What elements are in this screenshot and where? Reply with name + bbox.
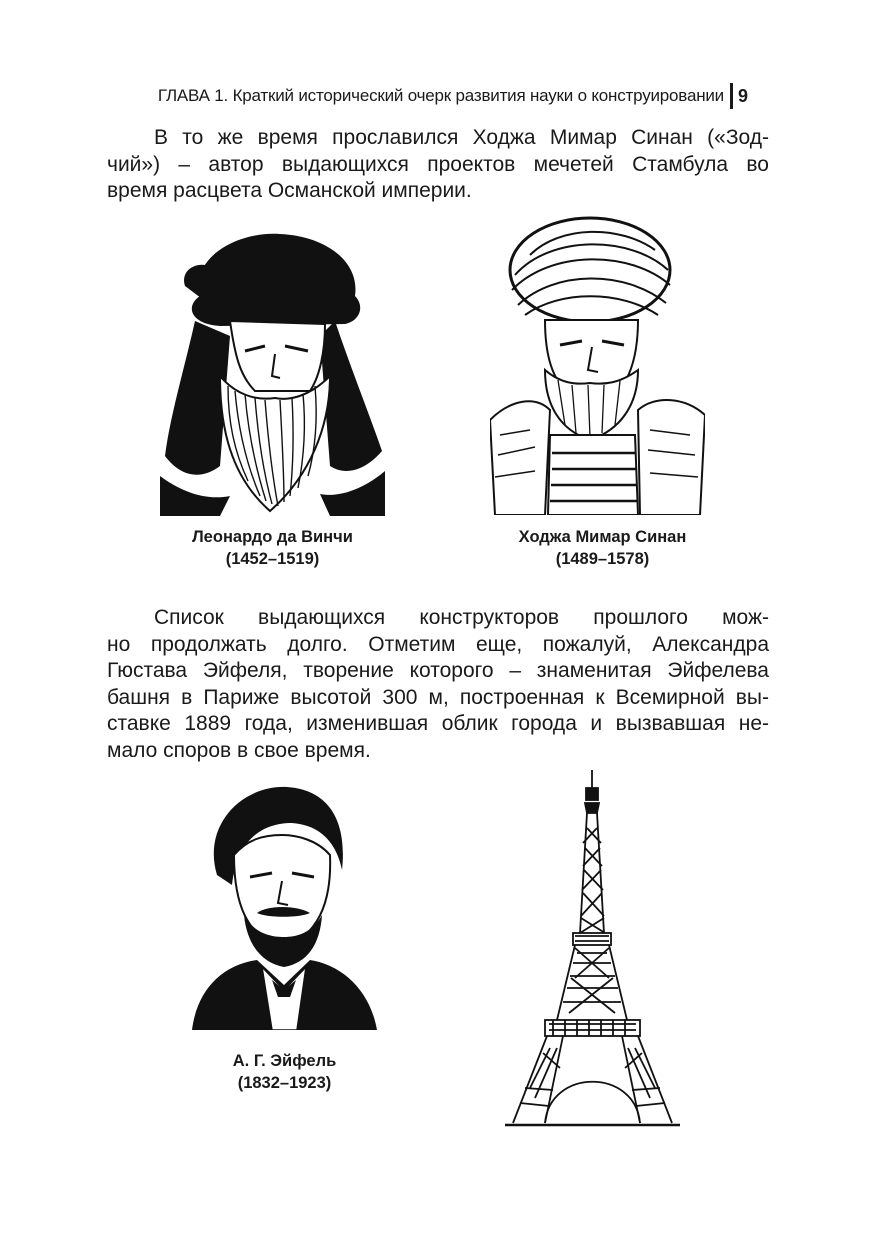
leonardo-portrait-icon (160, 226, 385, 516)
figure-dates: (1452–1519) (225, 550, 320, 568)
paragraph-line: Гюстава Эйфеля, творение которого – знаменитая Эйфелева (107, 659, 769, 682)
paragraph-line: чий») – автор выдающихся проектов мечетей Стамбула во (107, 152, 769, 176)
paragraph-line: В то же время прославился Ходжа Мимар Синан («Зод- (154, 126, 769, 149)
sinan-caption (490, 526, 715, 570)
figure-name: Леонардо да Винчи (192, 528, 353, 546)
figure-dates: (1489–1578) (555, 550, 650, 568)
figure-dates: (1832–1923) (237, 1074, 332, 1092)
paragraph-line: Список выдающихся конструкторов прошлого мож- (154, 606, 769, 629)
figure-name: Ходжа Мимар Синан (518, 528, 687, 546)
leonardo-caption (160, 526, 385, 570)
page-number: 9 (737, 85, 748, 106)
header-divider (730, 83, 733, 109)
eiffel-caption (192, 1050, 377, 1094)
eiffel-portrait-icon (192, 785, 377, 1030)
paragraph-eiffel (107, 605, 769, 764)
paragraph-line: мало споров в свое время. (107, 738, 371, 762)
paragraph-line: время расцвета Османской империи. (107, 179, 472, 202)
eiffel-tower-drawing-icon (505, 768, 680, 1130)
figure-name: А. Г. Эйфель (232, 1052, 337, 1070)
running-head (118, 83, 748, 109)
paragraph-line: но продолжать долго. Отметим еще, пожалуй, Александра (107, 632, 769, 656)
paragraph-line: башня в Париже высотой 300 м, построенная к Всемирной вы- (107, 685, 769, 709)
chapter-title: ГЛАВА 1. Краткий исторический очерк развития науки о конструировании (157, 86, 724, 105)
sinan-portrait-icon (490, 215, 705, 515)
paragraph-sinan (107, 125, 769, 205)
paragraph-line: ставке 1889 года, изменившая облик города и вызвавшая не- (107, 712, 769, 735)
